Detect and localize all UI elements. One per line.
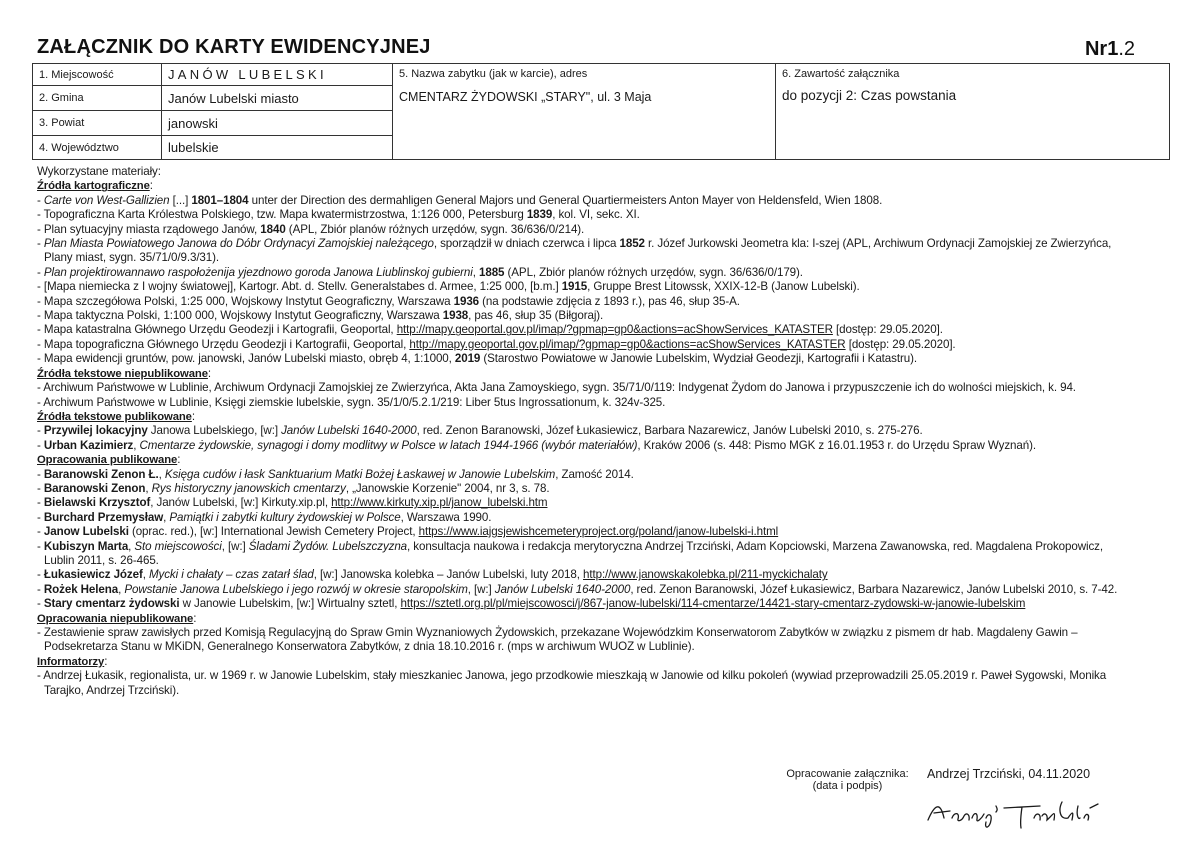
author-date: Andrzej Trzciński, 04.11.2020 (927, 767, 1091, 781)
materials-list: Wykorzystane materiały: Źródła kartograficzne: - Carte von West-Gallizien [...] 1801–1804 unter der Direction des dermahligen General Majors und General Quartiermeisters Anton Mayer von Heldensfeld, Wien 1808. - Topograficzna Karta Królestwa Polskiego, tzw. Mapa kwatermistrzostwa, 1:126 000, Petersburg 1839, kol. VI, sekc. XI. - Plan sytuacyjny miasta rządowego Janów, 1840 (APL, Zbiór planów różnych urzędów, sygn. 36/636/0/214). - Plan Miasta Powiatowego Janowa do Dóbr Ordynacyi Zamojskiej należącego, sporządził w dniach czerwca i lipca 1852 r. Józef Jurkowski Jeometra kla: I-szej (APL, Archiwum Ordynacji Zamojskiej ze Zwierzyńca, Plany miast, sygn. 35/71/0/9.3/31). - Plan projektirowannawo raspołożenija yjezdnowo goroda Janowa Liublinskoj gubierni, 1885 (APL, Zbiór planów różnych urzędów, sygn. 36/636/0/179). - [Mapa niemiecka z I wojny światowej], Kartogr. Abt. d. Stellv. Generalstabes d. Armee, 1:25 000, [b.m.] 1915, Gruppe Brest Litowssk, XXIX-12-B (Janow Lubelski). - Mapa szczegółowa Polski, 1:25 000, Wojskowy Instytut Geograficzny, Warszawa 1936 (na podstawie zdjęcia z 1893 r.), pas 46, słup 35-A. - Mapa taktyczna Polski, 1:100 000, Wojskowy Instytut Geograficzny, Warszawa 1938, pas 46, słup 35 (Biłgoraj). - Mapa katastralna Głównego Urzędu Geodezji i Kartografii, Geoportal, http://mapy.geoportal.gov.pl/imap/?gpmap=gp0&actions=acShowServices_KATASTER [dostęp: 29.05.2020]. - Mapa topograficzna Głównego Urzędu Geodezji i Kartografii, Geoportal, http://mapy.geoportal.gov.pl/imap/?gpmap=gp0&actions=acShowServices_KATASTER [dostęp: 29.05.2020]. - Mapa ewidencji gruntów, pow. janowski, Janów Lubelski miasto, obręb 4, 1:1000, 2019 (Starostwo Powiatowe w Janowie Lubelskim, Wydział Geodezji, Kartografii i Katastru). Źródła tekstowe niepublikowane: - Archiwum Państwowe w Lublinie, Archiwum Ordynacji Zamojskiej ze Zwierzyńca, Akta Jana Zamoyskiego, sygn. 35/71/0/119: Indygenat Żydom do Janowa i przypuszczenie ich do wolności miejskich, k. 94. - Archiwum Państwowe w Lublinie, Księgi ziemskie lubelskie, sygn. 35/1/0/5.2.1/219: Liber 5tus Ingrossationum, k. 324v-325. Źródła tekstowe publikowane: - Przywilej lokacyjny Janowa Lubelskiego, [w:] Janów Lubelski 1640-2000, red. Zenon Baranowski, Józef Łukasiewicz, Barbara Nazarewicz, Janów Lubelski 2010, s. 275-276. - Urban Kazimierz, Cmentarze żydowskie, synagogi i domy modlitwy w Polsce w latach 1944-1966 (wybór materiałów), Kraków 2006 (s. 448: Pismo MGK z 16.01.1953 r. do Urzędu Spraw Wyznań). Opracowania publikowane: - Baranowski Zenon Ł., Księga cudów i łask Sanktuarium Matki Bożej Łaskawej w Janowie Lubelskim, Zamość 2014. - Baranowski Zenon, Rys historyczny janowskich cmentarzy, „Janowskie Korzenie" 2004, nr 3, s. 78. - Bielawski Krzysztof, Janów Lubelski, [w:] Kirkuty.xip.pl, http://www.kirkuty.xip.pl/janow_lubelski.htm - Burchard Przemysław, Pamiątki i zabytki kultury żydowskiej w Polsce, Warszawa 1990. - Janow Lubelski (oprac. red.), [w:] International Jewish Cemetery Project, https://www.iajgsjewishcemeteryproject.org/poland/janow-lubelski-i.html - Kubiszyn Marta, Sto miejscowości, [w:] Śladami Żydów. Lubelszczyzna, konsultacja naukowa i redakcja merytoryczna Andrzej Trzciński, Adam Kopciowski, Marzena Zawanowska, red. Magdalena Prokopowicz, Lublin 2011, s. 26-465. - Łukasiewicz Józef, Mycki i chałaty – czas zatarł ślad, [w:] Janowska kolebka – Janów Lubelski, luty 2018, http://www.janowskakolebka.pl/211-myckichalaty - Rożek Helena, Powstanie Janowa Lubelskiego i jego rozwój w okresie staropolskim, [w:] Janów Lubelski 1640-2000, red. Zenon Baranowski, Józef Łukasiewicz, Barbara Nazarewicz, Janów Lubelski 2010, s. 7-42. - Stary cmentarz żydowski w Janowie Lubelskim, [w:] Wirtualny sztetl, https://sztetl.org.pl/pl/miejscowosci/j/867-janow-lubelski/114-cmentarze/14421-stary-cmentarz-zydowski-w-janowie-lubelskim Opracowania niepublikowane: - Zestawienie spraw zawisłych przed Komisją Regulacyjną do Spraw Gmin Wyznaniowych Żydowskich, przekazane Wojewódzkim Konserwatorom Zabytków w związku z pismem dr hab. Magdaleny Gawin – Podsekretarza Stanu w MKiDN, Generalnego Konserwatora Zabytków, z dnia 18.10.2016 r. (mps w archiwum WUOZ w Lublinie). Informatorzy: - Andrzej Łukasik, regionalista, ur. w 1969 r. w Janowie Lubelskim, stały mieszkaniec Janowa, jego przodkowie mieszkają w Janowie od kilku pokoleń (wywiad przeprowadzili 25.05.2019 r. Paweł Sygowski, Monika Tarajko, Andrzej Trzciński). (37, 165, 1165, 698)
miejscowosc-value: JANÓW LUBELSKI (162, 64, 393, 86)
list-item: - Topograficzna Karta Królestwa Polskiego, tzw. Mapa kwatermistrzostwa, 1:126 000, Petersburg 1839, kol. VI, sekc. XI. (37, 208, 640, 222)
section-heading: Informatorzy (37, 655, 105, 668)
list-item: - Baranowski Zenon, Rys historyczny janowskich cmentarzy, „Janowskie Korzenie" 2004, nr 3, s. 78. (37, 481, 550, 495)
miejscowosc-label: 1. Miejscowość (33, 64, 162, 86)
list-item: - Plan projektirowannawo raspołożenija yjezdnowo goroda Janowa Liublinskoj gubierni, 1885 (APL, Zbiór planów różnych urzędów, sygn. 36/636/0/179). (37, 265, 803, 279)
list-item: - Plan sytuacyjny miasta rządowego Janów, 1840 (APL, Zbiór planów różnych urzędów, sygn. 36/636/0/214). (37, 222, 585, 236)
kirkuty-link[interactable]: http://www.kirkuty.xip.pl/janow_lubelski.htm (331, 496, 548, 510)
list-item: - Rożek Helena, Powstanie Janowa Lubelskiego i jego rozwój w okresie staropolskim, [w:] Janów Lubelski 1640-2000, red. Zenon Baranowski, Józef Łukasiewicz, Barbara Nazarewicz, Janów Lubelski 2010, s. 7-42. (37, 582, 1118, 596)
section-heading: Opracowania niepublikowane (37, 612, 194, 625)
list-item: - Burchard Przemysław, Pamiątki i zabytki kultury żydowskiej w Polsce, Warszawa 1990. (37, 510, 492, 524)
list-item: - Baranowski Zenon Ł., Księga cudów i łask Sanktuarium Matki Bożej Łaskawej w Janowie Lubelskim, Zamość 2014. (37, 467, 634, 481)
zabytek-value: CMENTARZ ŻYDOWSKI „STARY", ul. 3 Maja (399, 90, 652, 104)
gmina-label: 2. Gmina (33, 86, 162, 111)
list-item-continued: Lublin 2011, s. 26-465. (44, 553, 159, 567)
footer-label: Opracowanie załącznika: (data i podpis) (786, 768, 909, 792)
section-heading: Źródła tekstowe publikowane (37, 410, 192, 423)
list-item-continued: Podsekretarza Stanu w MKiDN, Generalnego Konserwatora Zabytków, z dnia 18.10.2016 r. (mps w archiwum WUOZ w Lublinie). (44, 640, 695, 654)
wojewodztwo-value: lubelskie (162, 136, 393, 160)
powiat-label: 3. Powiat (33, 111, 162, 136)
list-item: - Archiwum Państwowe w Lublinie, Księgi ziemskie lubelskie, sygn. 35/1/0/5.2.1/219: Liber 5tus Ingrossationum, k. 324v-325. (37, 395, 666, 409)
zawartosc-value: do pozycji 2: Czas powstania (782, 88, 957, 103)
list-item-continued: Tarajko, Andrzej Trzciński). (44, 683, 180, 697)
section-heading: Źródła kartograficzne (37, 180, 150, 193)
geoportal-link[interactable]: http://mapy.geoportal.gov.pl/imap/?gpmap=gp0&actions=acShowServices_KATASTER (396, 323, 833, 337)
section-heading: Źródła tekstowe niepublikowane (37, 367, 208, 380)
list-item: - Zestawienie spraw zawisłych przed Komisją Regulacyjną do Spraw Gmin Wyznaniowych Żydowskich, przekazane Wojewódzkim Konserwatorom Zabytków w związku z pismem dr hab. Magdaleny Gawin – (37, 626, 1078, 639)
attachment-number: Nr1.2 (1084, 38, 1135, 60)
header-table (32, 63, 1170, 160)
list-item: - Mapa szczegółowa Polski, 1:25 000, Wojskowy Instytut Geograficzny, Warszawa 1936 (na podstawie zdjęcia z 1893 r.), pas 46, słup 35-A. (37, 294, 740, 308)
list-item: - Stary cmentarz żydowski w Janowie Lubelskim, [w:] Wirtualny sztetl, https://sztetl.org.pl/pl/miejscowosci/j/867-janow-lubelski/114-cmentarze/14421-stary-cmentarz-zydowski-w-janowie-lubelskim (37, 597, 1026, 611)
list-item: - Janow Lubelski (oprac. red.), [w:] International Jewish Cemetery Project, https://www.iajgsjewishcemeteryproject.org/poland/janow-lubelski-i.html (37, 525, 779, 539)
list-item-continued: Plany miast, sygn. 35/71/0/9.3/31). (44, 251, 220, 265)
list-item: - Mapa taktyczna Polski, 1:100 000, Wojskowy Instytut Geograficzny, Warszawa 1938, pas 46, słup 35 (Biłgoraj). (37, 309, 604, 323)
list-item: - Mapa topograficzna Głównego Urzędu Geodezji i Kartografii, Geoportal, http://mapy.geoportal.gov.pl/imap/?gpmap=gp0&actions=acShowServices_KATASTER [dostęp: 29.05.2020]. (37, 337, 956, 351)
zawartosc-label: 6. Zawartość załącznika (782, 68, 900, 80)
list-item: - Mapa ewidencji gruntów, pow. janowski, Janów Lubelski miasto, obręb 4, 1:1000, 2019 (Starostwo Powiatowe w Janowie Lubelskim, Wydział Geodezji, Kartografii i Katastru). (37, 352, 917, 366)
gmina-value: Janów Lubelski miasto (162, 86, 393, 111)
list-item: - Plan Miasta Powiatowego Janowa do Dóbr Ordynacyi Zamojskiej należącego, sporządził w dniach czerwca i lipca 1852 r. Józef Jurkowski Jeometra kla: I-szej (APL, Archiwum Ordynacji Zamojskiej ze Zwierzyńca, (37, 237, 1112, 251)
list-item: - Mapa katastralna Głównego Urzędu Geodezji i Kartografii, Geoportal, http://mapy.geoportal.gov.pl/imap/?gpmap=gp0&actions=acShowServices_KATASTER [dostęp: 29.05.2020]. (37, 323, 943, 337)
list-item: - Łukasiewicz Józef, Mycki i chałaty – czas zatarł ślad, [w:] Janowska kolebka – Janów Lubelski, luty 2018, http://www.janowskakolebka.pl/211-myckichalaty (37, 568, 828, 582)
list-item: - Urban Kazimierz, Cmentarze żydowskie, synagogi i domy modlitwy w Polsce w latach 1944-1966 (wybór materiałów), Kraków 2006 (s. 448: Pismo MGK z 16.01.1953 r. do Urzędu Spraw Wyznań). (37, 438, 1036, 452)
page-title: ZAŁĄCZNIK DO KARTY EWIDENCYJNEJ (37, 36, 431, 58)
zawartosc-cell (776, 64, 1170, 160)
list-item: - Carte von West-Gallizien [...] 1801–1804 unter der Direction des dermahligen General Majors und General Quartiermeisters Anton Mayer von Heldensfeld, Wien 1808. (37, 193, 883, 207)
sztetl-link[interactable]: https://sztetl.org.pl/pl/miejscowosci/j/867-janow-lubelski/114-cmentarze/14421-stary-cmentarz-zydowski-w-janowie-lubelskim (400, 597, 1026, 611)
section-heading: Opracowania publikowane (37, 454, 178, 467)
kolebka-link[interactable]: http://www.janowskakolebka.pl/211-myckichalaty (583, 568, 828, 582)
list-item: - Bielawski Krzysztof, Janów Lubelski, [w:] Kirkuty.xip.pl, http://www.kirkuty.xip.pl/janow_lubelski.htm (37, 496, 548, 510)
wojewodztwo-label: 4. Województwo (33, 136, 162, 160)
zabytek-label: 5. Nazwa zabytku (jak w karcie), adres (399, 68, 588, 80)
handwritten-signature (922, 788, 1172, 836)
list-item: - Kubiszyn Marta, Sto miejscowości, [w:] Śladami Żydów. Lubelszczyzna, konsultacja naukowa i redakcja merytoryczna Andrzej Trzciński, Adam Kopciowski, Marzena Zawanowska, red. Magdalena Prokopowicz, (37, 539, 1103, 553)
zabytek-cell (393, 64, 776, 160)
list-item: - Archiwum Państwowe w Lublinie, Archiwum Ordynacji Zamojskiej ze Zwierzyńca, Akta Jana Zamoyskiego, sygn. 35/71/0/119: Indygenat Żydom do Janowa i przypuszczenie ich do wolności miejskich, k. 94. (37, 381, 1076, 395)
intro-text: Wykorzystane materiały: (37, 165, 161, 178)
list-item: - [Mapa niemiecka z I wojny światowej], Kartogr. Abt. d. Stellv. Generalstabes d. Armee, 1:25 000, [b.m.] 1915, Gruppe Brest Litowssk, XXIX-12-B (Janow Lubelski). (37, 280, 860, 294)
list-item: - Andrzej Łukasik, regionalista, ur. w 1969 r. w Janowie Lubelskim, stały mieszkaniec Janowa, jego przodkowie mieszkają w Janowie od kilku pokoleń (wywiad przeprowadzili 25.05.2019 r. Paweł Sygowski, Monika (37, 669, 1107, 683)
cemetery-project-link[interactable]: https://www.iajgsjewishcemeteryproject.org/poland/janow-lubelski-i.html (418, 525, 779, 539)
powiat-value: janowski (162, 111, 393, 136)
geoportal-link[interactable]: http://mapy.geoportal.gov.pl/imap/?gpmap=gp0&actions=acShowServices_KATASTER (409, 337, 846, 351)
list-item: - Przywilej lokacyjny Janowa Lubelskiego, [w:] Janów Lubelski 1640-2000, red. Zenon Baranowski, Józef Łukasiewicz, Barbara Nazarewicz, Janów Lubelski 2010, s. 275-276. (37, 424, 923, 438)
